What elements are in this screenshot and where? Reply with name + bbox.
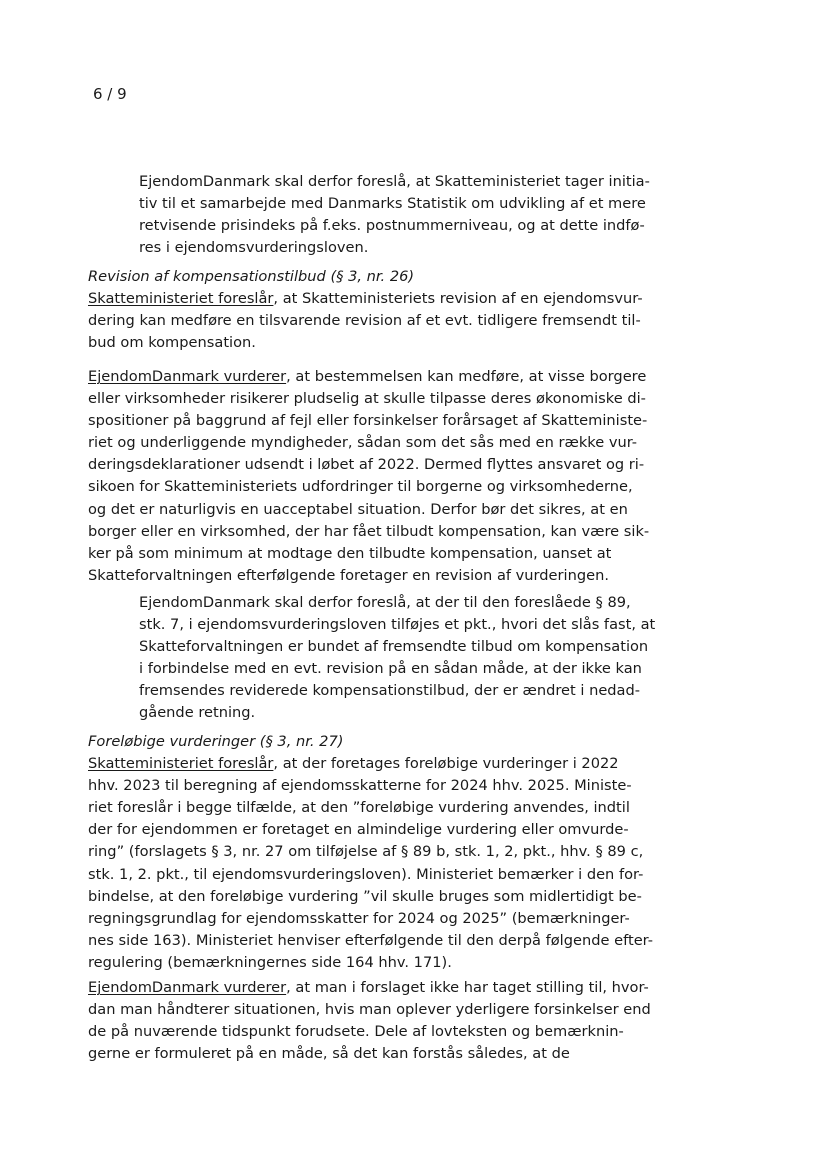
assessment-paragraph — [88, 977, 683, 1065]
text-line: dering kan medføre en tilsvarende revision af et evt. tidligere fremsendt til- — [88, 312, 641, 330]
text-line: sikoen for Skatteministeriets udfordringer til borgerne og virksomhederne, — [88, 478, 633, 496]
text-line: bud om kompensation. — [88, 334, 256, 352]
lead-phrase: Skatteministeriet foreslår — [88, 755, 274, 773]
proposal-paragraph — [139, 171, 679, 259]
text-line: og det er naturligvis en uacceptabel situation. Derfor bør det sikres, at en — [88, 500, 628, 518]
text-line: riet og underliggende myndigheder, sådan som det sås med en række vur- — [88, 434, 638, 452]
section-preliminary — [88, 731, 683, 974]
lead-phrase: EjendomDanmark vurderer — [88, 368, 287, 385]
text-line: retvisende prisindeks på f.eks. postnummerniveau, og at dette indfø- — [139, 217, 645, 235]
text-line: der for ejendommen er foretaget en almindelige vurdering eller omvurde- — [88, 821, 629, 839]
text-line: tiv til et samarbejde med Danmarks Statistik om udvikling af et mere — [139, 195, 646, 213]
text-line: EjendomDanmark skal derfor foreslå, at der til den foreslåede § 89, — [139, 594, 631, 611]
text-line: , at der foretages foreløbige vurderinger i 2022 — [273, 755, 619, 773]
text-line: Skatteforvaltningen efterfølgende foretager en revision af vurderingen. — [88, 566, 609, 584]
section-heading: Revision af kompensationstilbud (§ 3, nr. 26) — [88, 268, 415, 285]
text-line: bindelse, at den foreløbige vurdering ”vil skulle bruges som midlertidigt be- — [88, 887, 642, 905]
assessment-paragraph — [88, 366, 683, 587]
text-line: regulering (bemærkningernes side 164 hhv. 171). — [88, 953, 452, 971]
text-line: riet foreslår i begge tilfælde, at den ”foreløbige vurdering anvendes, indtil — [88, 799, 630, 817]
text-line: , at man i forslaget ikke har taget stilling til, hvor- — [286, 979, 649, 996]
text-line: deringsdeklarationer udsendt i løbet af 2022. Dermed flyttes ansvaret og ri- — [88, 456, 645, 474]
text-line: nes side 163). Ministeriet henviser efterfølgende til den derpå følgende efter- — [88, 931, 654, 949]
text-line: , at Skatteministeriets revision af en ejendomsvur- — [273, 290, 643, 308]
text-line: res i ejendomsvurderingsloven. — [139, 239, 369, 257]
text-line: Skatteforvaltningen er bundet af fremsendte tilbud om kompensation — [139, 638, 649, 656]
text-line: eller virksomheder risikerer pludselig at skulle tilpasse deres økonomiske di- — [88, 390, 646, 408]
text-line: stk. 7, i ejendomsvurderingsloven tilføjes et pkt., hvori det slås fast, at — [139, 616, 656, 634]
text-line: borger eller en virksomhed, der har fået tilbudt kompensation, kan være sik- — [88, 522, 650, 540]
proposal-paragraph — [139, 592, 679, 725]
text-line: spositioner på baggrund af fejl eller forsinkelser forårsaget af Skatteministe- — [88, 412, 648, 430]
lead-phrase: EjendomDanmark vurderer — [88, 979, 287, 996]
text-line: gående retning. — [139, 704, 256, 722]
text-line: regningsgrundlag for ejendomsskatter for 2024 og 2025” (bemærkninger- — [88, 909, 630, 927]
lead-phrase: Skatteministeriet foreslår — [88, 290, 274, 308]
text-line: , at bestemmelsen kan medføre, at visse borgere — [286, 368, 647, 385]
text-line: fremsendes reviderede kompensationstilbud, der er ændret i nedad- — [139, 682, 641, 700]
text-line: i forbindelse med en evt. revision på en sådan måde, at der ikke kan — [139, 660, 642, 678]
text-line: stk. 1, 2. pkt., til ejendomsvurderingsloven). Ministeriet bemærker i den for- — [88, 865, 644, 883]
section-revision — [88, 266, 683, 354]
section-heading: Foreløbige vurderinger (§ 3, nr. 27) — [88, 733, 344, 750]
text-line: ring” (forslagets § 3, nr. 27 om tilføjelse af § 89 b, stk. 1, 2, pkt., hhv. § 89 c, — [88, 843, 644, 861]
page-number: 6 / 9 — [93, 85, 127, 103]
text-line: hhv. 2023 til beregning af ejendomsskatterne for 2024 hhv. 2025. Ministe- — [88, 777, 632, 795]
text-line: de på nuværende tidspunkt forudsete. Dele af lovteksten og bemærknin- — [88, 1023, 624, 1041]
text-line: ker på som minimum at modtage den tilbudte kompensation, uanset at — [88, 544, 612, 562]
text-line: EjendomDanmark skal derfor foreslå, at Skatteministeriet tager initia- — [139, 173, 650, 190]
text-line: dan man håndterer situationen, hvis man oplever yderligere forsinkelser end — [88, 1001, 651, 1019]
text-line: gerne er formuleret på en måde, så det kan forstås således, at de — [88, 1045, 570, 1063]
